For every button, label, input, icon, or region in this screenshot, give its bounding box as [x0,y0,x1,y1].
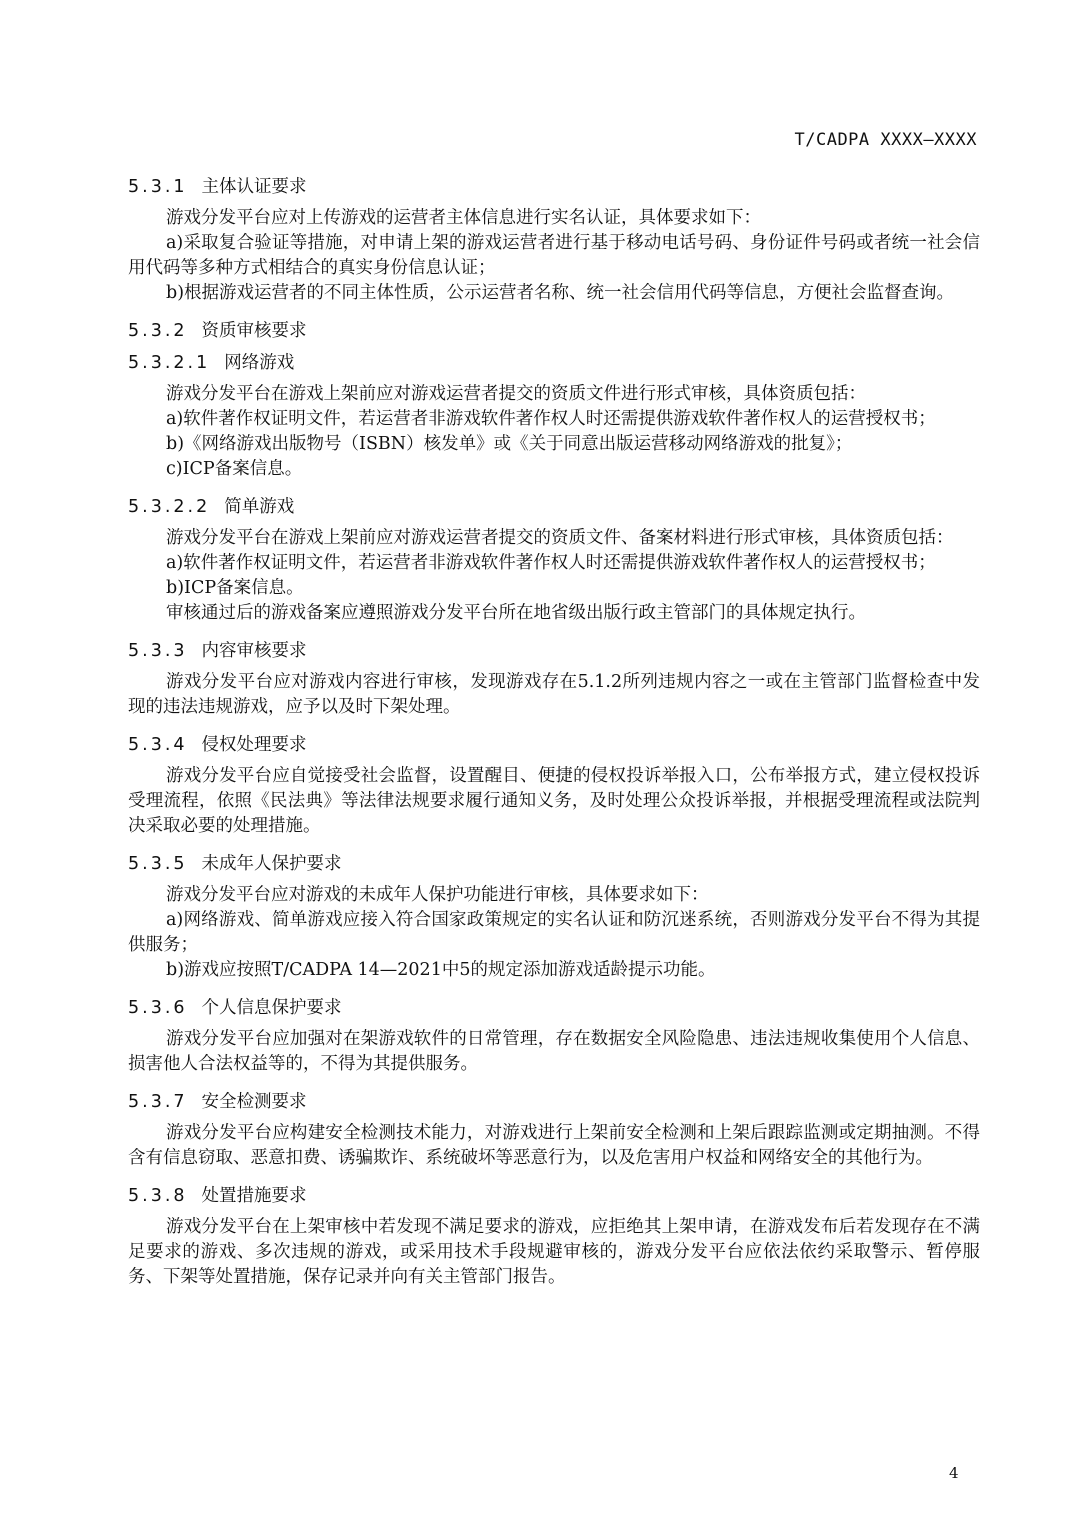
section-heading [128,494,980,520]
section-title: 处置措施要求 [201,1186,307,1206]
section-5-3-6 [128,995,980,1077]
section-5-3-3 [128,638,980,720]
section-5-3-4 [128,732,980,839]
section-5-3-8 [128,1183,980,1290]
list-item: b)游戏应按照T/CADPA 14—2021中5的规定添加游戏适龄提示功能。 [166,960,716,980]
section-number: 5.3.2.1 [128,353,211,373]
section-title: 主体认证要求 [201,177,307,197]
document-code: T/CADPA XXXX—XXXX [794,130,977,150]
section-5-3-2-2 [128,494,980,626]
section-number: 5.3.2 [128,321,188,341]
section-heading [128,350,980,376]
section-title: 安全检测要求 [201,1092,307,1112]
list-item: a)软件著作权证明文件，若运营者非游戏软件著作权人时还需提供游戏软件著作权人的运营授权书； [166,553,936,573]
section-number: 5.3.5 [128,854,188,874]
document-body [128,174,980,1302]
paragraph: 游戏分发平台应自觉接受社会监督，设置醒目、便捷的侵权投诉举报入口，公布举报方式，建立侵权投诉受理流程，依照《民法典》等法律法规要求履行通知义务，及时处理公众投诉举报，并根据受理流程或法院判决采取必要的处理措施。 [128,766,980,836]
section-number: 5.3.2.2 [128,497,211,517]
section-heading [128,174,980,200]
list-item: b)ICP备案信息。 [166,578,304,598]
section-5-3-7 [128,1089,980,1171]
list-item: a)网络游戏、简单游戏应接入符合国家政策规定的实名认证和防沉迷系统，否则游戏分发平台不得为其提供服务； [128,910,980,955]
section-title: 简单游戏 [224,497,295,517]
paragraph: 游戏分发平台应对上传游戏的运营者主体信息进行实名认证，具体要求如下： [166,208,761,228]
paragraph: 游戏分发平台在上架审核中若发现不满足要求的游戏，应拒绝其上架申请，在游戏发布后若发现存在不满足要求的游戏、多次违规的游戏，或采用技术手段规避审核的，游戏分发平台应依法依约采取警示、暂停服务、下架等处置措施，保存记录并向有关主管部门报告。 [128,1217,980,1287]
list-item: a)采取复合验证等措施，对申请上架的游戏运营者进行基于移动电话号码、身份证件号码或者统一社会信用代码等多种方式相结合的真实身份信息认证； [128,233,980,278]
section-title: 个人信息保护要求 [201,998,342,1018]
section-number: 5.3.4 [128,735,188,755]
section-heading [128,995,980,1021]
section-title: 资质审核要求 [201,321,307,341]
section-title: 网络游戏 [224,353,295,373]
section-number: 5.3.7 [128,1092,188,1112]
paragraph: 游戏分发平台应对游戏内容进行审核，发现游戏存在5.1.2所列违规内容之一或在主管部门监督检查中发现的违法违规游戏，应予以及时下架处理。 [128,672,980,717]
list-item: c)ICP备案信息。 [166,459,303,479]
paragraph: 游戏分发平台在游戏上架前应对游戏运营者提交的资质文件、备案材料进行形式审核，具体资质包括： [166,528,954,548]
paragraph: 游戏分发平台在游戏上架前应对游戏运营者提交的资质文件进行形式审核，具体资质包括： [166,384,866,404]
section-heading [128,1183,980,1209]
paragraph: 游戏分发平台应构建安全检测技术能力，对游戏进行上架前安全检测和上架后跟踪监测或定期抽测。不得含有信息窃取、恶意扣费、诱骗欺诈、系统破坏等恶意行为，以及危害用户权益和网络安全的其他行为。 [128,1123,980,1168]
page-number: 4 [949,1464,959,1482]
section-5-3-2-1 [128,350,980,482]
section-5-3-2 [128,318,980,344]
paragraph: 游戏分发平台应对游戏的未成年人保护功能进行审核，具体要求如下： [166,885,709,905]
list-item: a)软件著作权证明文件，若运营者非游戏软件著作权人时还需提供游戏软件著作权人的运营授权书； [166,409,936,429]
section-title: 未成年人保护要求 [201,854,342,874]
section-number: 5.3.8 [128,1186,188,1206]
list-item: b)《网络游戏出版物号（ISBN）核发单》或《关于同意出版运营移动网络游戏的批复》； [166,434,853,454]
section-heading [128,851,980,877]
section-title: 侵权处理要求 [201,735,307,755]
section-heading [128,318,980,344]
paragraph: 审核通过后的游戏备案应遵照游戏分发平台所在地省级出版行政主管部门的具体规定执行。 [166,603,866,623]
section-5-3-1 [128,174,980,306]
section-heading [128,638,980,664]
section-number: 5.3.3 [128,641,188,661]
list-item: b)根据游戏运营者的不同主体性质，公示运营者名称、统一社会信用代码等信息，方便社会监督查询。 [166,283,955,303]
section-5-3-5 [128,851,980,983]
paragraph: 游戏分发平台应加强对在架游戏软件的日常管理，存在数据安全风险隐患、违法违规收集使用个人信息、损害他人合法权益等的，不得为其提供服务。 [128,1029,980,1074]
section-heading [128,732,980,758]
section-title: 内容审核要求 [201,641,307,661]
section-number: 5.3.6 [128,998,188,1018]
section-number: 5.3.1 [128,177,188,197]
section-heading [128,1089,980,1115]
